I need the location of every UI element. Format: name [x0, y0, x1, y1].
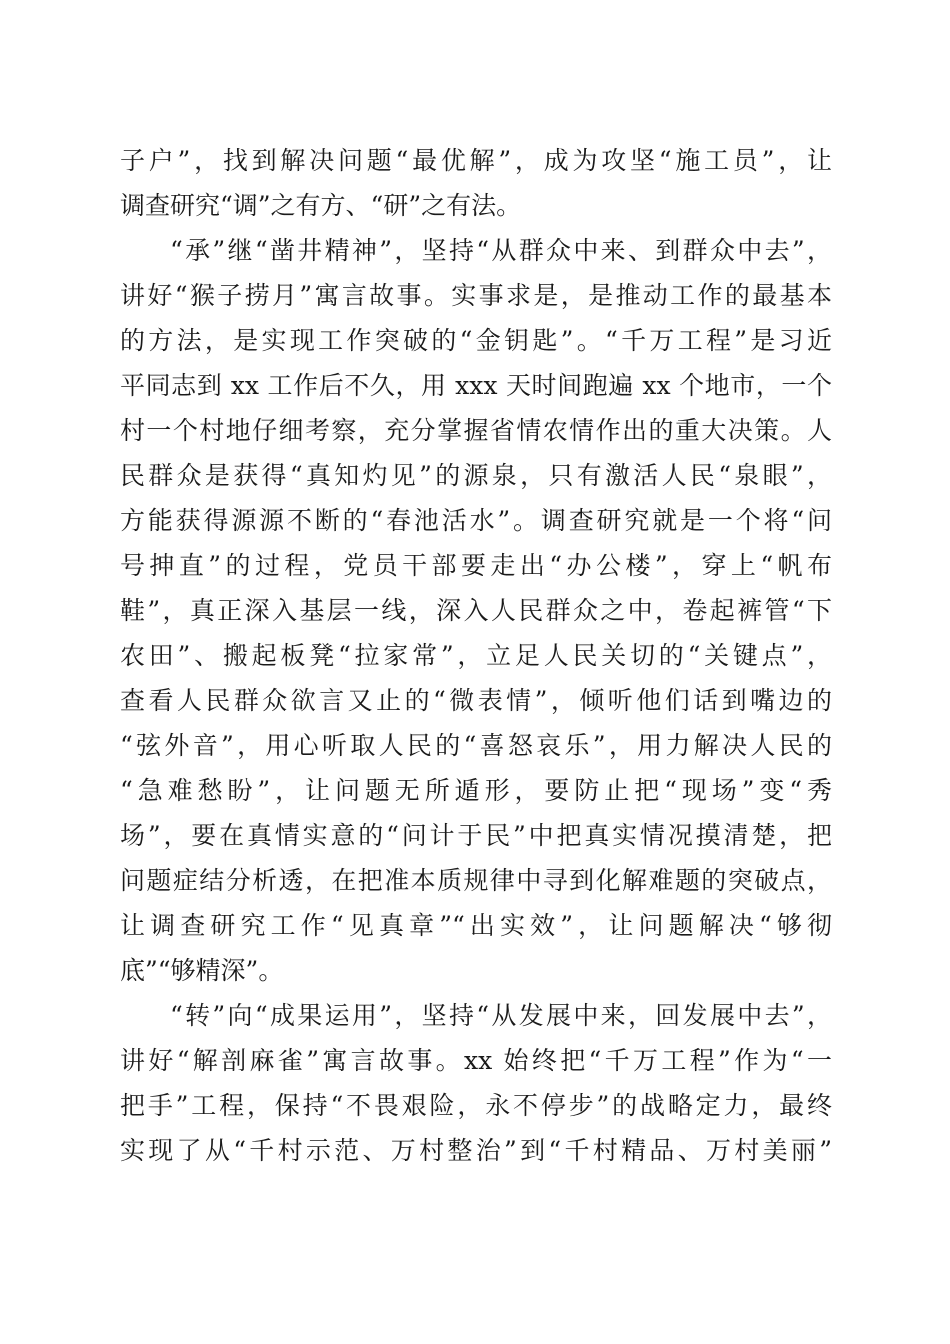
paragraph-start-line: “承”继“凿井精神”，坚持“从群众中来、到群众中去”， — [170, 236, 832, 265]
text-line: “弦外音”，用心听取人民的“喜怒哀乐”，用力解决人民的 — [120, 731, 832, 760]
text-line: 把手”工程，保持“不畏艰险，永不停步”的战略定力，最终 — [120, 1091, 832, 1120]
text-line: 调查研究“调”之有方、“研”之有法。 — [120, 191, 522, 220]
paragraph-start-line: “转”向“成果运用”，坚持“从发展中来，回发展中去”， — [170, 1001, 832, 1030]
text-line: 农田”、搬起板凳“拉家常”，立足人民关切的“关键点”， — [120, 641, 832, 670]
text-line: 村一个村地仔细考察，充分掌握省情农情作出的重大决策。人 — [120, 416, 832, 445]
text-line: 的方法，是实现工作突破的“金钥匙”。“千万工程”是习近 — [120, 326, 832, 355]
text-line: 讲好“猴子捞月”寓言故事。实事求是，是推动工作的最基本 — [120, 281, 832, 310]
text-line: 场”，要在真情实意的“问计于民”中把真实情况摸清楚，把 — [120, 821, 832, 850]
text-line: 鞋”，真正深入基层一线，深入人民群众之中，卷起裤管“下 — [120, 596, 832, 625]
text-line: 让调查研究工作“见真章”“出实效”，让问题解决“够彻 — [120, 911, 832, 940]
text-line: 子户”，找到解决问题“最优解”，成为攻坚“施工员”，让 — [120, 146, 832, 175]
text-line: 号抻直”的过程，党员干部要走出“办公楼”，穿上“帆布 — [120, 551, 832, 580]
text-line: 实现了从“千村示范、万村整治”到“千村精品、万村美丽” — [120, 1136, 832, 1165]
text-line: 讲好“解剖麻雀”寓言故事。xx 始终把“千万工程”作为“一 — [120, 1046, 832, 1075]
text-line: 民群众是获得“真知灼见”的源泉，只有激活人民“泉眼”， — [120, 461, 832, 490]
text-line: 问题症结分析透，在把准本质规律中寻到化解难题的突破点， — [120, 866, 832, 895]
text-line: 平同志到 xx 工作后不久，用 xxx 天时间跑遍 xx 个地市，一个 — [120, 371, 832, 400]
text-line: 底”“够精深”。 — [120, 956, 284, 985]
text-line: “急难愁盼”，让问题无所遁形，要防止把“现场”变“秀 — [120, 776, 832, 805]
text-line: 方能获得源源不断的“春池活水”。调查研究就是一个将“问 — [120, 506, 832, 535]
text-line: 查看人民群众欲言又止的“微表情”，倾听他们话到嘴边的 — [120, 686, 832, 715]
